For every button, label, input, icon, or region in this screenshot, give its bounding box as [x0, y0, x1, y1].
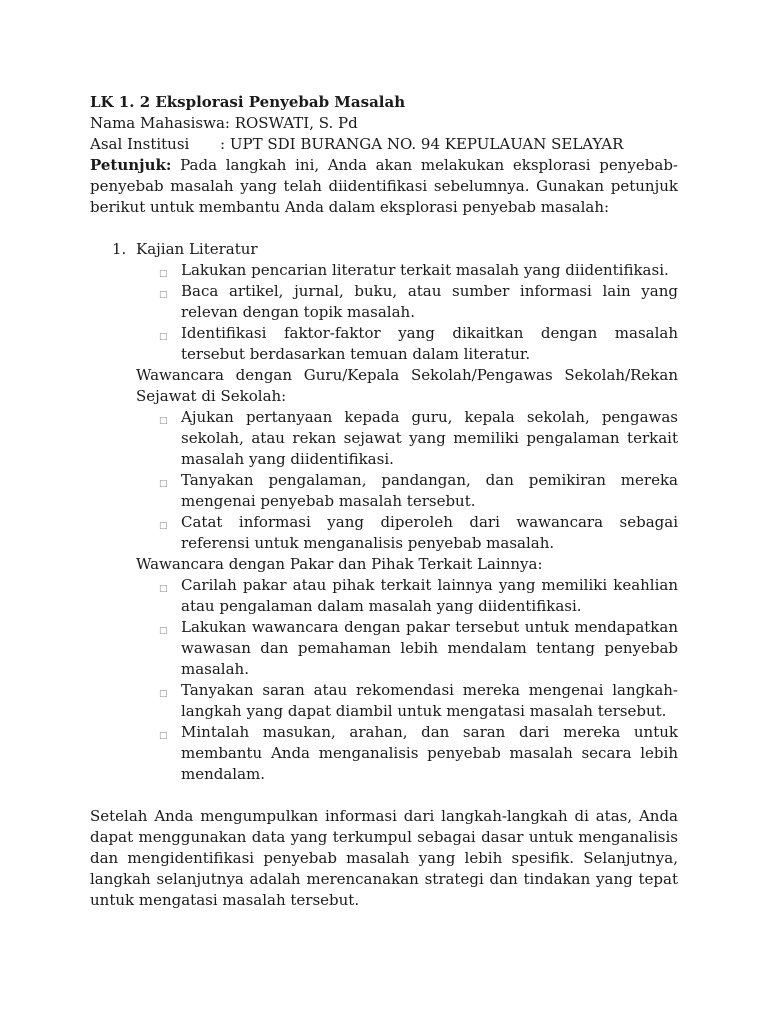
checkbox-glyph-icon: □ — [159, 332, 168, 342]
instructions-paragraph — [90, 155, 678, 218]
checkbox-glyph-icon: □ — [159, 731, 168, 741]
list-item-text: Mintalah masukan, arahan, dan saran dari mereka untuk membantu Anda menganalisis penyebab masalah secara lebih mendalam. — [181, 723, 678, 783]
document-title: LK 1. 2 Eksplorasi Penyebab Masalah — [90, 93, 406, 111]
list-item — [159, 281, 678, 323]
checkbox-glyph-icon: □ — [159, 269, 168, 279]
section-literature-review — [90, 239, 678, 365]
closing-paragraph: Setelah Anda mengumpulkan informasi dari langkah-langkah di atas, Anda dapat menggunakan data yang terkumpul sebagai dasar untuk menganalisis dan mengidentifikasi penyebab masalah yang lebih spesifik. Selanjutnya, langkah selanjutnya adalah merencanakan strategi dan tindakan yang tepat untuk mengatasi masalah tersebut. — [90, 807, 678, 909]
checkbox-glyph-icon: □ — [159, 626, 168, 636]
list-item-text: Carilah pakar atau pihak terkait lainnya yang memiliki keahlian atau pengalaman dalam masalah yang diidentifikasi. — [181, 576, 678, 615]
list-item-text: Ajukan pertanyaan kepada guru, kepala sekolah, pengawas sekolah, atau rekan sejawat yang memiliki pengalaman terkait masalah yang diidentifikasi. — [181, 408, 678, 468]
student-name-row — [90, 113, 678, 134]
list-item — [159, 722, 678, 785]
institution-row — [90, 134, 678, 155]
checkbox-glyph-icon: □ — [159, 584, 168, 594]
student-name-value: ROSWATI, S. Pd — [234, 114, 358, 132]
section-expert-interview — [90, 554, 678, 785]
section-heading-text: Wawancara dengan Pakar dan Pihak Terkait Lainnya: — [136, 555, 543, 573]
institution-label: Asal Institusi — [90, 135, 190, 153]
list-item-text: Catat informasi yang diperoleh dari wawancara sebagai referensi untuk menganalisis penyebab masalah. — [181, 513, 678, 552]
bullet-list — [136, 407, 678, 554]
student-name-label: Nama Mahasiswa: — [90, 114, 230, 132]
section-heading — [112, 239, 678, 260]
checkbox-glyph-icon: □ — [159, 479, 168, 489]
checkbox-glyph-icon: □ — [159, 689, 168, 699]
institution-separator: : — [220, 135, 226, 153]
institution-value: UPT SDI BURANGA NO. 94 KEPULAUAN SELAYAR — [229, 135, 624, 153]
list-item-text: Baca artikel, jurnal, buku, atau sumber informasi lain yang relevan dengan topik masalah. — [181, 282, 678, 321]
bullet-list — [136, 260, 678, 365]
list-item — [159, 260, 678, 281]
list-item-text: Lakukan pencarian literatur terkait masalah yang diidentifikasi. — [181, 261, 669, 279]
list-item-text: Identifikasi faktor-faktor yang dikaitkan dengan masalah tersebut berdasarkan temuan dalam literatur. — [181, 324, 678, 363]
instructions-text: Pada langkah ini, Anda akan melakukan eksplorasi penyebab-penyebab masalah yang telah diidentifikasi sebelumnya. Gunakan petunjuk berikut untuk membantu Anda dalam eksplorasi penyebab masalah: — [90, 156, 678, 216]
list-item — [159, 470, 678, 512]
section-school-interview — [90, 365, 678, 554]
checkbox-glyph-icon: □ — [159, 416, 168, 426]
list-item-text: Lakukan wawancara dengan pakar tersebut untuk mendapatkan wawasan dan pemahaman lebih mendalam tentang penyebab masalah. — [181, 618, 678, 678]
spacer — [90, 785, 678, 806]
list-item — [159, 323, 678, 365]
list-item — [159, 680, 678, 722]
list-item — [159, 407, 678, 470]
checkbox-glyph-icon: □ — [159, 290, 168, 300]
instructions-label: Petunjuk: — [90, 156, 172, 174]
list-item — [159, 575, 678, 617]
list-item-text: Tanyakan pengalaman, pandangan, dan pemikiran mereka mengenai penyebab masalah tersebut. — [181, 471, 678, 510]
bullet-list — [136, 575, 678, 785]
section-number: 1. — [112, 240, 127, 258]
list-item — [159, 617, 678, 680]
spacer — [90, 218, 678, 239]
list-item-text: Tanyakan saran atau rekomendasi mereka mengenai langkah-langkah yang dapat diambil untuk mengatasi masalah tersebut. — [181, 681, 678, 720]
section-heading-text: Kajian Literatur — [136, 240, 258, 258]
checkbox-glyph-icon: □ — [159, 521, 168, 531]
section-heading-text: Wawancara dengan Guru/Kepala Sekolah/Pengawas Sekolah/Rekan Sejawat di Sekolah: — [136, 366, 678, 405]
document-content — [90, 92, 678, 911]
list-item — [159, 512, 678, 554]
